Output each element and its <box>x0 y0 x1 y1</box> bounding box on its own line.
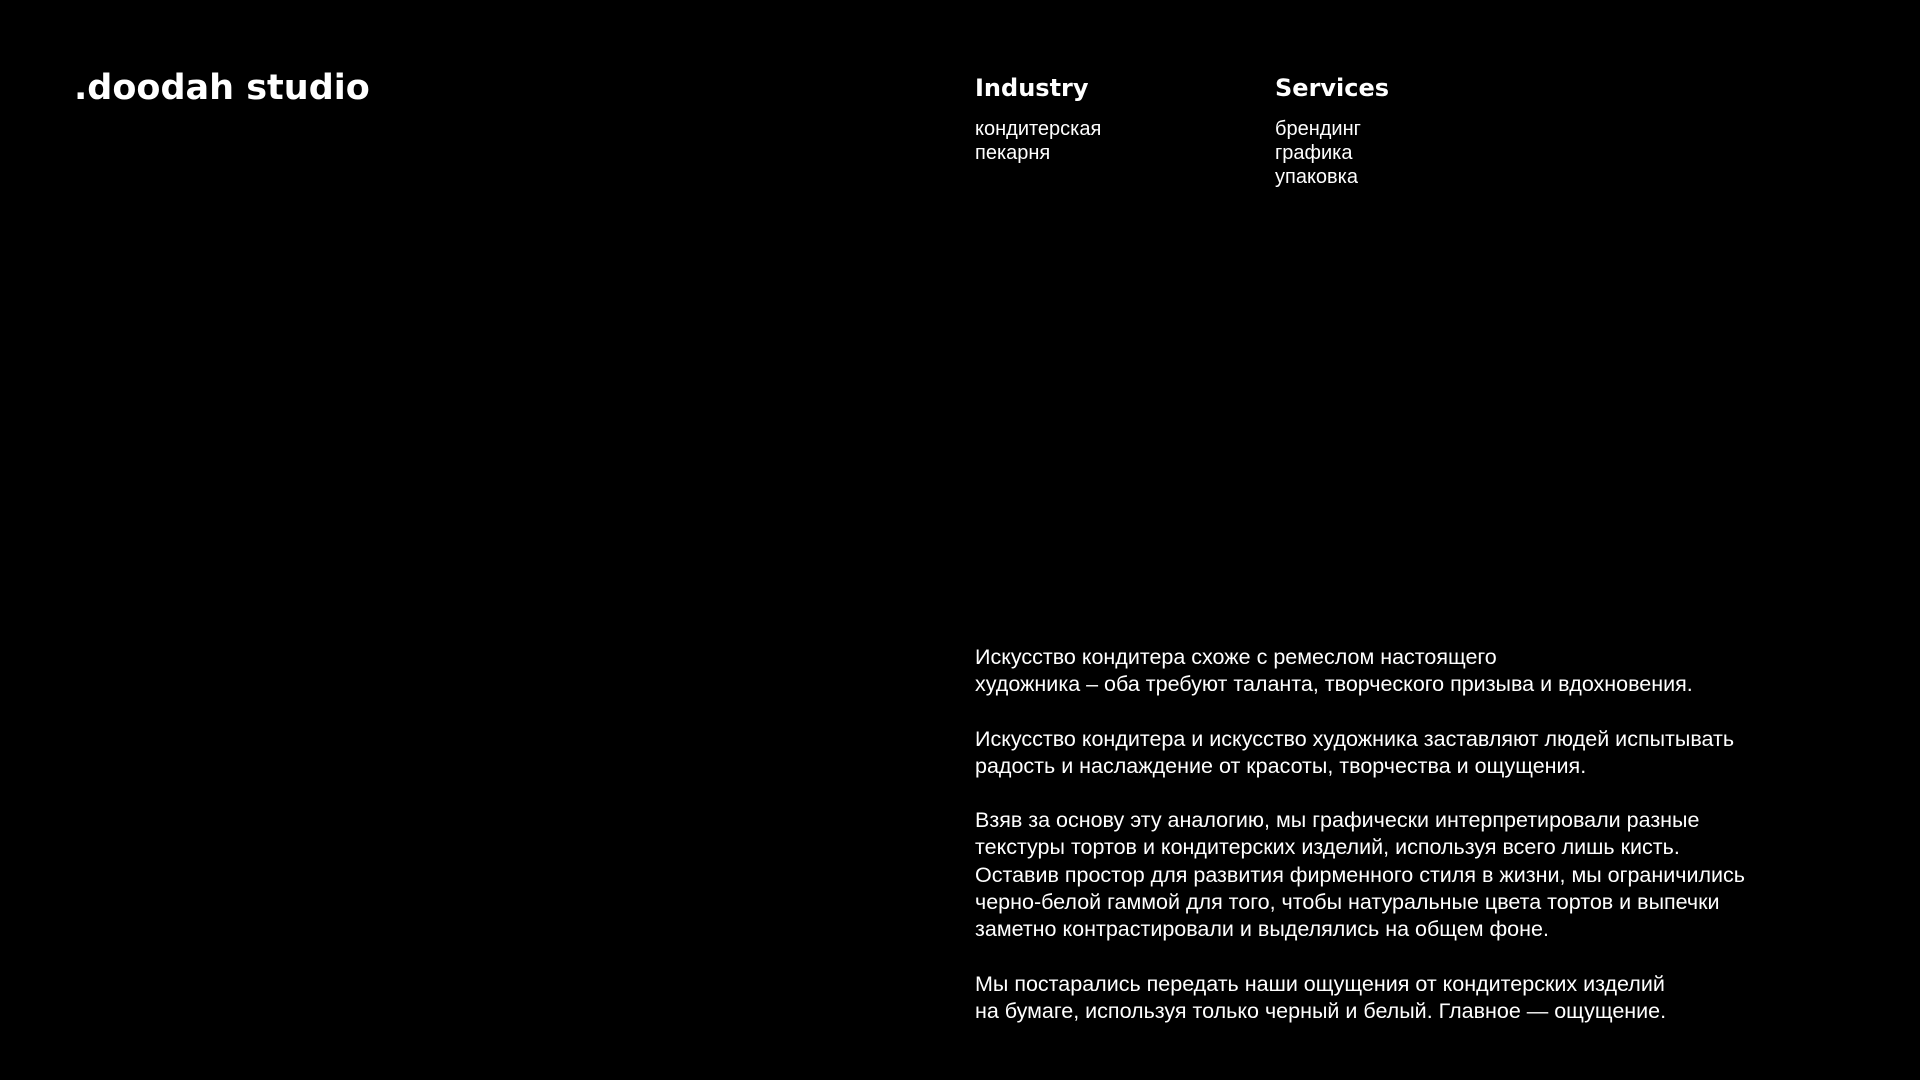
description-paragraph <box>975 807 1875 943</box>
description-line: Мы постарались передать наши ощущения от кондитерских изделий <box>975 971 1665 996</box>
services-item: графика <box>1275 142 1353 164</box>
description-line: Оставив простор для развития фирменного стиля в жизни, мы ограничились <box>975 862 1745 887</box>
description-line: на бумаге, используя только черный и белый. Главное — ощущение. <box>975 998 1667 1023</box>
description-line: Взяв за основу эту аналогию, мы графически интерпретировали разные <box>975 808 1700 833</box>
description-line: художника – оба требуют таланта, творческого призыва и вдохновения. <box>975 672 1693 697</box>
services-item: брендинг <box>1275 118 1361 140</box>
description-paragraph <box>975 971 1875 1026</box>
industry-list <box>975 117 1101 165</box>
description-paragraph <box>975 644 1875 699</box>
description-line: черно-белой гаммой для того, чтобы натуральные цвета тортов и выпечки <box>975 890 1720 915</box>
industry-item: кондитерская <box>975 118 1102 140</box>
industry-section <box>975 73 1101 165</box>
description-line: Искусство кондитера схоже с ремеслом настоящего <box>975 645 1497 669</box>
studio-logo[interactable]: .doodah studio <box>74 68 370 108</box>
description-paragraph <box>975 726 1875 781</box>
services-section <box>1275 73 1389 189</box>
services-heading: Services <box>1275 74 1390 102</box>
description-line: заметно контрастировали и выделялись на общем фоне. <box>975 917 1549 942</box>
description-line: текстуры тортов и кондитерских изделий, используя всего лишь кисть. <box>975 835 1680 860</box>
industry-heading: Industry <box>975 74 1089 102</box>
services-list <box>1275 117 1389 189</box>
services-item: упаковка <box>1275 166 1358 188</box>
project-description <box>975 644 1875 1025</box>
description-line: Искусство кондитера и искусство художника заставляют людей испытывать <box>975 726 1735 751</box>
description-line: радость и наслаждение от красоты, творчества и ощущения. <box>975 753 1587 778</box>
industry-item: пекарня <box>975 142 1051 164</box>
